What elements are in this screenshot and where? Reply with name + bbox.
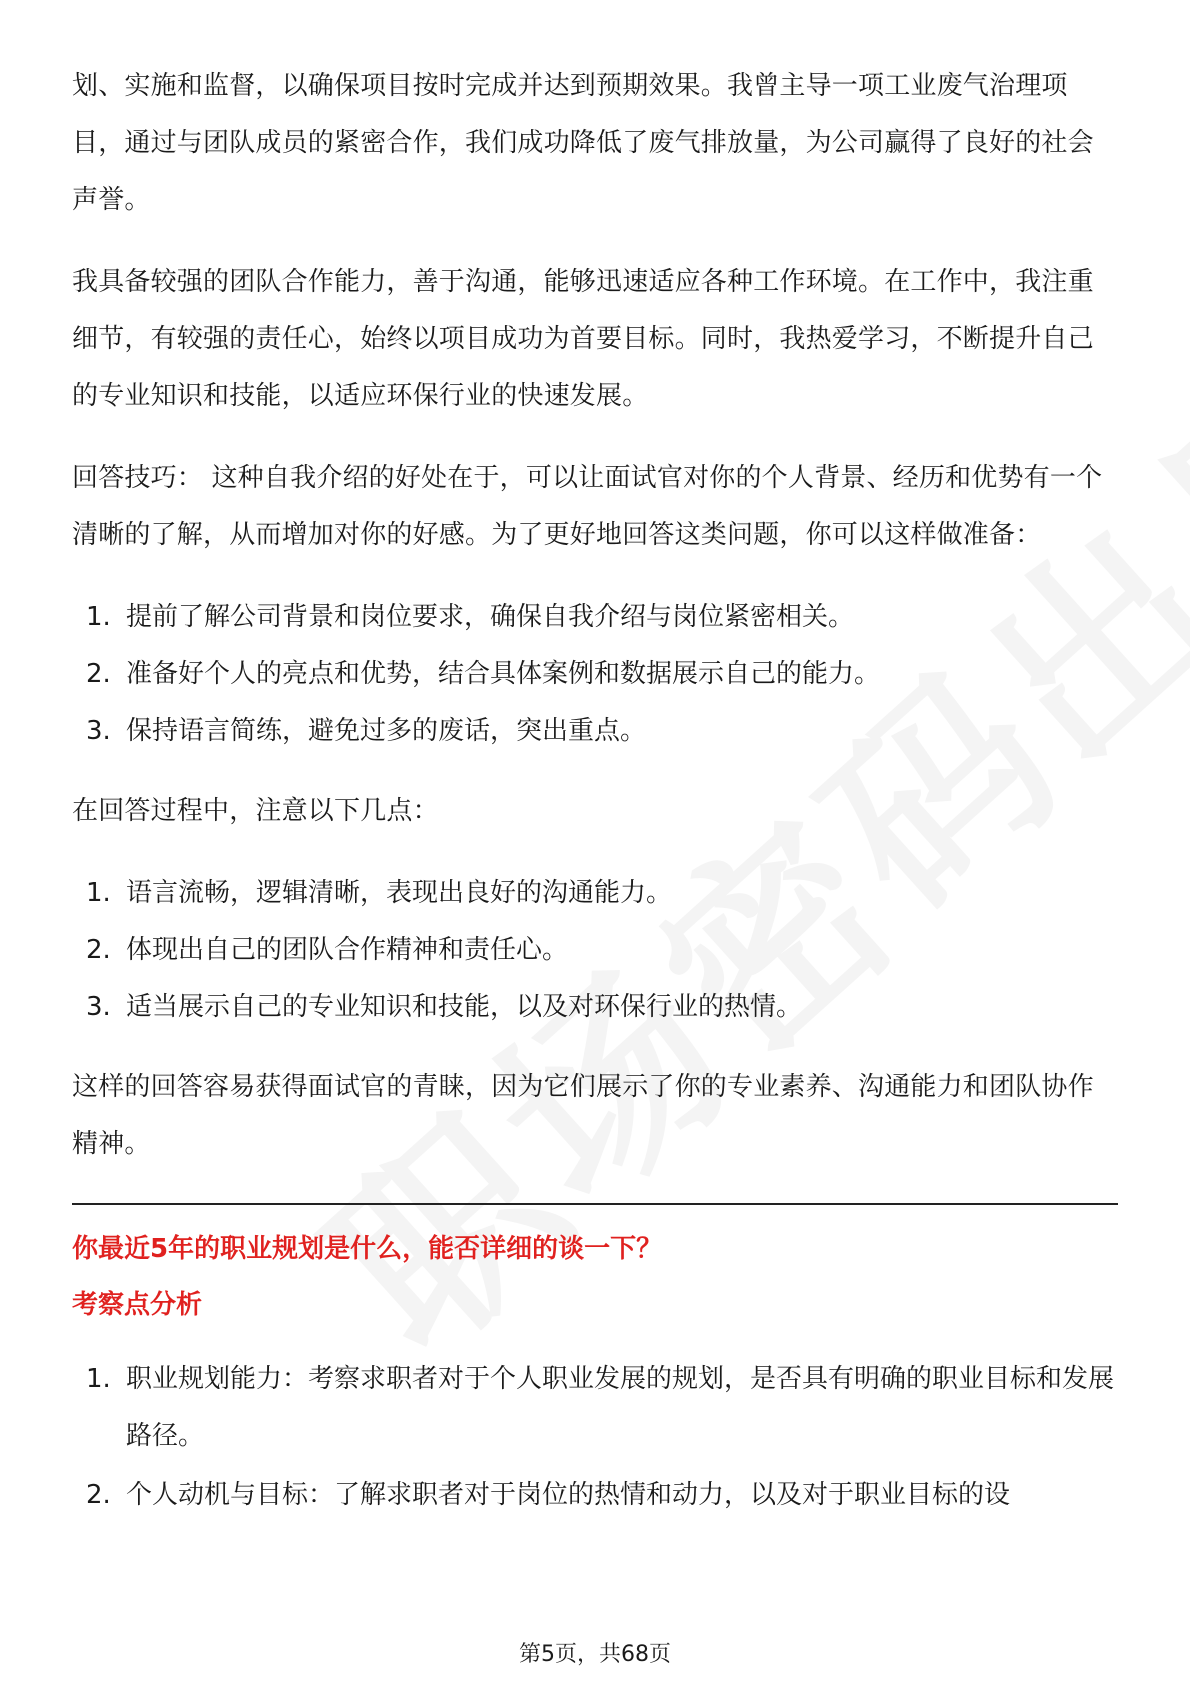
prep-list: [72, 589, 1118, 760]
list-item: 2. 体现出自己的团队合作精神和责任心。: [86, 935, 569, 965]
notice-list: [72, 865, 1118, 1036]
analysis-list: [72, 1351, 1118, 1524]
list-item: 1. 语言流畅，逻辑清晰，表现出良好的沟通能力。: [86, 878, 673, 908]
section-divider: [72, 1203, 1118, 1205]
analysis-heading: 考察点分析: [72, 1290, 203, 1320]
paragraph-strengths: 我具备较强的团队合作能力，善于沟通，能够迅速适应各种工作环境。在工作中，我注重细节，有较强的责任心，始终以项目成功为首要目标。同时，我热爱学习，不断提升自己的专业知识和技能，以适应环保行业的快速发展。: [72, 267, 1094, 411]
list-item: 2. 准备好个人的亮点和优势，结合具体案例和数据展示自己的能力。: [86, 659, 881, 689]
list-item: 1. 提前了解公司背景和岗位要求，确保自我介绍与岗位紧密相关。: [86, 602, 855, 632]
list-item: 3. 适当展示自己的专业知识和技能，以及对环保行业的热情。: [86, 992, 803, 1022]
page-number: 第5页，共68页: [519, 1642, 671, 1667]
closing-paragraph: 这样的回答容易获得面试官的青睐，因为它们展示了你的专业素养、沟通能力和团队协作精神。: [72, 1072, 1094, 1159]
list-item: 2. 个人动机与目标：了解求职者对于岗位的热情和动力，以及对于职业目标的设: [86, 1480, 1011, 1510]
paragraph-experience: 划、实施和监督，以确保项目按时完成并达到预期效果。我曾主导一项工业废气治理项目，通过与团队成员的紧密合作，我们成功降低了废气排放量，为公司赢得了良好的社会声誉。: [72, 71, 1094, 215]
notice-intro: 在回答过程中，注意以下几点：: [72, 796, 439, 826]
question-heading: 你最近5年的职业规划是什么，能否详细的谈一下？: [72, 1234, 663, 1264]
list-item: 3. 保持语言简练，避免过多的废话，突出重点。: [86, 716, 647, 746]
paragraph-tips: 回答技巧： 这种自我介绍的好处在于，可以让面试官对你的个人背景、经历和优势有一个清晰的了解，从而增加对你的好感。为了更好地回答这类问题，你可以这样做准备：: [72, 463, 1103, 550]
page-content: [72, 58, 1118, 1547]
list-item: 1. 职业规划能力：考察求职者对于个人职业发展的规划，是否具有明确的职业目标和发展路径。: [86, 1364, 1115, 1451]
